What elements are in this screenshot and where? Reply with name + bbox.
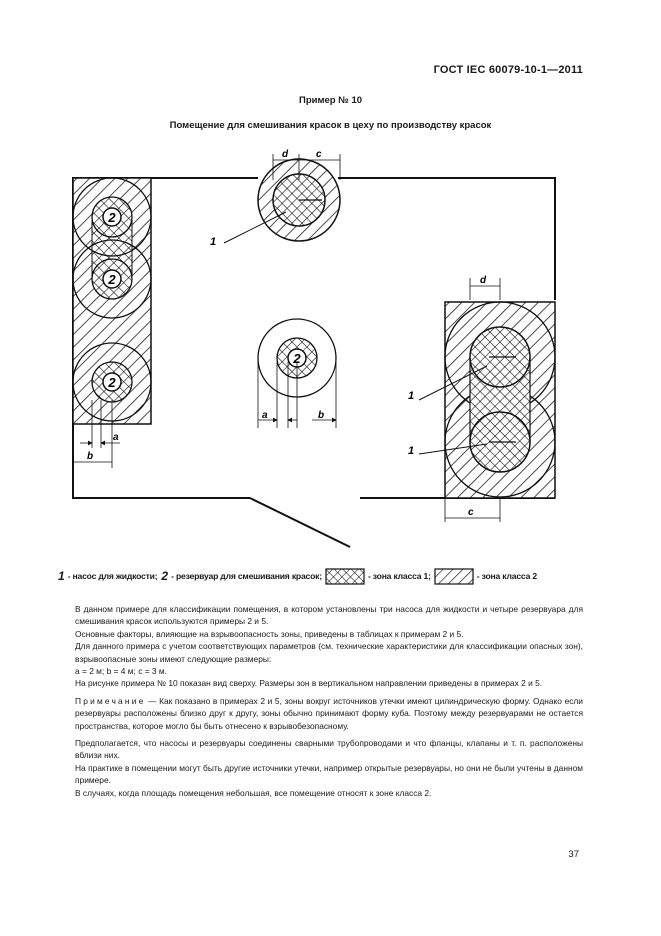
legend-zone1-text: - зона класса 1; (367, 571, 431, 581)
dim-label-c-top: c (316, 149, 322, 160)
legend-item2-number: 2 (161, 569, 169, 583)
legend-item1-text: - насос для жидкости; (67, 571, 158, 581)
pump-label-right-1: 1 (408, 390, 415, 402)
pump-label-top: 1 (210, 236, 217, 248)
zone1-swatch (325, 568, 365, 585)
dim-label-a-center: a (262, 410, 268, 421)
legend-item2-text: - резервуар для смешивания красок; (171, 571, 322, 581)
paragraph-7: На практике в помещении могут быть другие источники утечки, например открытые резервуары, но они не были учтены в данном примере. (75, 762, 583, 786)
paragraph-4: а = 2 м; b = 4 м; с = 3 м. (75, 666, 167, 677)
tank-label: 2 (293, 351, 301, 366)
room-plan-drawing (0, 140, 661, 550)
example-title: Пример № 10 (298, 95, 363, 106)
tank-label: 2 (108, 272, 116, 287)
tank-marker-left-3 (103, 373, 121, 391)
paragraph-8: В случаях, когда площадь помещения небольшая, все помещение относят к зоне класса 2. (75, 787, 432, 798)
page-number: 37 (568, 849, 579, 860)
paragraph-2: Основные факторы, влияющие на взрывоопасность зоны, приведены в таблицах к примерам 2 и 5. (75, 628, 464, 639)
legend-zone2-text: - зона класса 2 (476, 571, 537, 581)
paragraph-6: Предполагается, что насосы и резервуары соединены сварными трубопроводами и что фланцы, клапаны и т. п. расположены вблизи них. (75, 738, 583, 761)
tank-marker-left-1 (103, 208, 121, 226)
legend (58, 566, 618, 586)
tank-label: 2 (108, 210, 116, 225)
paragraph-3: Для данного примера с учетом соответствующих параметров (см. технические характеристики для классификации опасных зон), взрывоопасные зоны имеют следующие размеры: (75, 641, 583, 664)
dim-label-b-center: b (318, 410, 325, 421)
dim-label-b-left: b (87, 451, 94, 462)
note-label: Примечание (75, 695, 146, 706)
dim-label-d-right: d (480, 275, 487, 286)
note-text: — Как показано в примерах 2 и 5, зоны вокруг источников утечки имеют цилиндрическую форму. Однако если резервуары расположены близко друг к другу, зоны обычно принимают форму куба. Поэтому между резервуарами не остается пространства, которое могло бы быть отнесено к взрывобезопасному. (75, 695, 583, 731)
zone2-swatch (434, 568, 474, 585)
dimension-center (258, 362, 336, 428)
document-header: ГОСТ IEC 60079-10-1—2011 (433, 64, 583, 76)
dim-label-d-top: d (282, 149, 289, 160)
pump-label-right-2: 1 (408, 445, 415, 457)
body-text (75, 603, 583, 799)
dim-label-a-left: a (113, 432, 119, 443)
note (75, 695, 583, 732)
paragraph-1: В данном примере для классификации помещения, в котором установлены три насоса для жидкости и четыре резервуара для смешивания красок используются примеры 2 и 5. (75, 604, 583, 627)
tank-label: 2 (108, 375, 116, 390)
dim-label-c-right: c (468, 507, 474, 518)
tank-marker-left-2 (103, 270, 121, 288)
legend-item1-number: 1 (58, 569, 65, 583)
example-subtitle: Помещение для смешивания красок в цеху по производству красок (169, 120, 492, 131)
paragraph-5: На рисунке примера № 10 показан вид сверху. Размеры зон в вертикальном направлении приведены в примерах 2 и 5. (75, 678, 543, 689)
